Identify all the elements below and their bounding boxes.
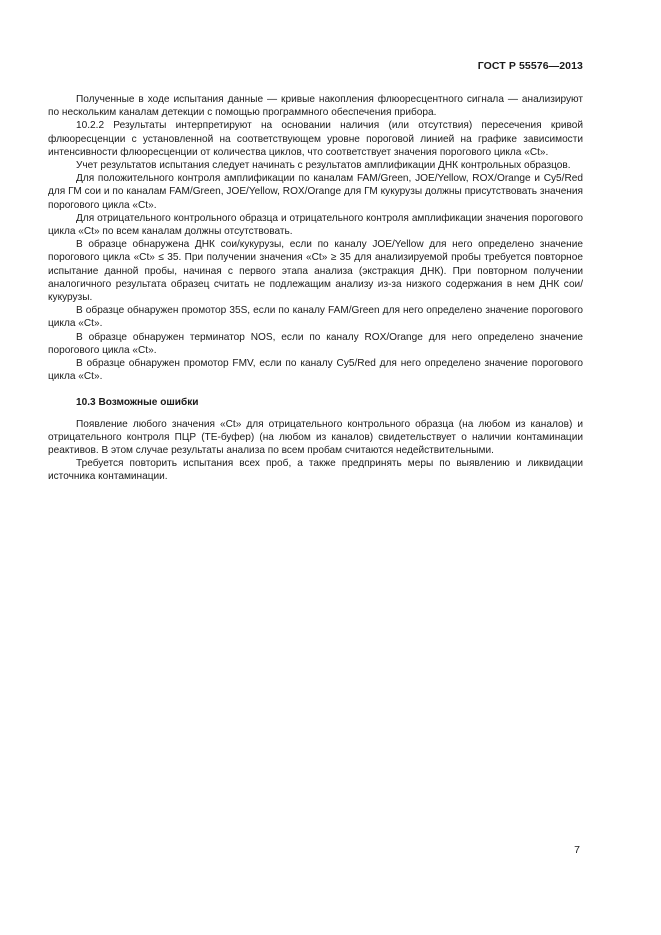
section-heading: 10.3 Возможные ошибки <box>76 397 199 409</box>
paragraph: Появление любого значения «Ct» для отрицательного контрольного образца (на любом из каналов) и отрицательного контроля ПЦР (TE-буфер) (на любом из каналов) свидетельствует о наличии контаминации реактивов. В этом случае результаты анализа по всем пробам считаются недействительными. <box>48 418 583 457</box>
paragraph: В образце обнаружен промотор 35S, если по каналу FAM/Green для него определено значение порогового цикла «Ct». <box>48 305 583 330</box>
paragraph: 10.2.2 Результаты интерпретируют на основании наличия (или отсутствия) пересечения кривой флюоресценции с установленной на соответствующем уровне пороговой линией на графике зависимости интенсивности флюоресценции от количества циклов, что соответствует значения порогового цикла «Ct». <box>48 120 583 158</box>
document-body <box>48 93 583 484</box>
paragraph: Для отрицательного контрольного образца и отрицательного контроля амплификации значения порогового цикла «Ct» по всем каналам должны отсутствовать. <box>48 212 583 238</box>
paragraph: В образце обнаружен терминатор NOS, если по каналу ROX/Orange для него определено значение порогового цикла «Ct». <box>48 331 583 356</box>
paragraph: Для положительного контроля амплификации по каналам FAM/Green, JOE/Yellow, ROX/Orange и Cy5/Red для ГМ сои и по каналам FAM/Green, JOE/Yellow, ROX/Orange для ГМ кукурузы должны присутствовать значения порогового цикла «Ct». <box>48 173 583 211</box>
paragraph: В образце обнаружен промотор FMV, если по каналу Cy5/Red для него определено значение порогового цикла «Ct». <box>48 358 583 383</box>
paragraph: Полученные в ходе испытания данные — кривые накопления флюоресцентного сигнала — анализируют по нескольким каналам детекции с помощью программного обеспечения прибора. <box>48 94 583 119</box>
paragraph: В образце обнаружена ДНК сои/кукурузы, если по каналу JOE/Yellow для него определено значение порогового цикла «Ct» ≤ 35. При получении значения «Ct» ≥ 35 для анализируемой пробы требуется повторное испытание данной пробы, начиная с первого этапа анализа (экстракция ДНК). При повторном получении аналогичного результата образец считать не подлежащим анализу из-за низкого содержания в нем ДНК сои/кукурузы. <box>48 239 583 304</box>
standard-code: ГОСТ Р 55576—2013 <box>477 60 583 72</box>
paragraph: Учет результатов испытания следует начинать с результатов амплификации ДНК контрольных образцов. <box>76 160 571 172</box>
page-number: 7 <box>574 844 580 856</box>
paragraph: Требуется повторить испытания всех проб, а также предпринять меры по выявлению и ликвидации источника контаминации. <box>48 458 583 483</box>
